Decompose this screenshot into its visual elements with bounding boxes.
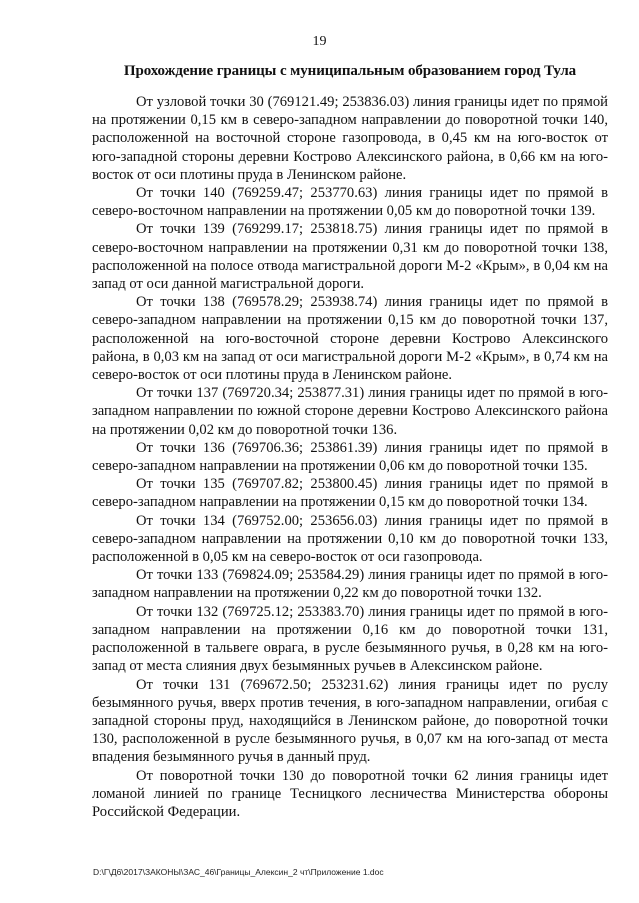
paragraph: От точки 135 (769707.82; 253800.45) линия границы идет по прямой в северо-западном направлении на протяжении 0,15 км до поворотной точки 134. xyxy=(92,476,608,511)
page-number: 19 xyxy=(312,34,327,49)
paragraph: От точки 133 (769824.09; 253584.29) линия границы идет по прямой в юго-западном направлении на протяжении 0,22 км до поворотной точки 132. xyxy=(92,567,608,602)
section-heading: Прохождение границы с муниципальным образованием город Тула xyxy=(123,63,577,79)
paragraph: От поворотной точки 130 до поворотной точки 62 линия границы идет ломаной линией по границе Тесницкого лесничества Министерства обороны Российской Федерации. xyxy=(92,767,608,820)
paragraph: От точки 139 (769299.17; 253818.75) линия границы идет по прямой в северо-восточном направлении на протяжении 0,31 км до поворотной точки 138, расположенной на полосе отвода магистральной дороги М-2 «Крым», в 0,04 км на запад от оси данной магистральной дороги. xyxy=(92,221,608,293)
paragraph: От точки 140 (769259.47; 253770.63) линия границы идет по прямой в северо-восточном направлении на протяжении 0,05 км до поворотной точки 139. xyxy=(92,185,608,220)
paragraph: От точки 134 (769752.00; 253656.03) линия границы идет по прямой в северо-западном направлении на протяжении 0,10 км до поворотной точки 133, расположенной в 0,05 км на северо-восток от оси газопровода. xyxy=(92,512,608,566)
paragraph: От точки 132 (769725.12; 253383.70) линия границы идет по прямой в юго-западном направлении на протяжении 0,16 км до поворотной точки 131, расположенной в тальвеге оврага, в русле безымянного ручья, в 0,28 км на юго-запад от места слияния двух безымянных ручьев в Алексинском районе. xyxy=(92,603,608,675)
paragraph: От точки 138 (769578.29; 253938.74) линия границы идет по прямой в северо-западном направлении на протяжении 0,15 км до поворотной точки 137, расположенной на юго-восточной стороне деревни Кострово Алексинского района, в 0,03 км на запад от оси магистральной дороги М-2 «Крым», в 0,74 км на северо-восток от оси плотины пруда в Ленинском районе. xyxy=(92,294,608,384)
paragraph: От точки 131 (769672.50; 253231.62) линия границы идет по руслу безымянного ручья, вверх против течения, в юго-западном направлении, огибая с западной стороны пруд, находящийся в Ленинском районе, до поворотной точки 130, расположенной в русле безымянного ручья, в 0,07 км на юго-запад от места впадения безымянного ручья в данный пруд. xyxy=(92,676,608,766)
file-path-footer: D:\Г\Д6\2017\ЗАКОНЫ\ЗАС_46\Границы_Алексин_2 чт\Приложение 1.doc xyxy=(93,867,384,877)
paragraph: От точки 137 (769720.34; 253877.31) линия границы идет по прямой в юго-западном направлении по южной стороне деревни Кострово Алексинского района на протяжении 0,02 км до поворотной точки 136. xyxy=(92,385,608,438)
paragraph: От узловой точки 30 (769121.49; 253836.03) линия границы идет по прямой на протяжении 0,15 км в северо-западном направлении до поворотной точки 140, расположенной на восточной стороне газопровода, в 0,45 км на юго-восток от юго-западной стороны деревни Кострово Алексинского района, в 0,66 км на юго-восток от оси плотины пруда в Ленинском районе. xyxy=(92,94,608,183)
paragraph: От точки 136 (769706.36; 253861.39) линия границы идет по прямой в северо-западном направлении на протяжении 0,06 км до поворотной точки 135. xyxy=(92,439,608,475)
document-body xyxy=(92,93,608,821)
